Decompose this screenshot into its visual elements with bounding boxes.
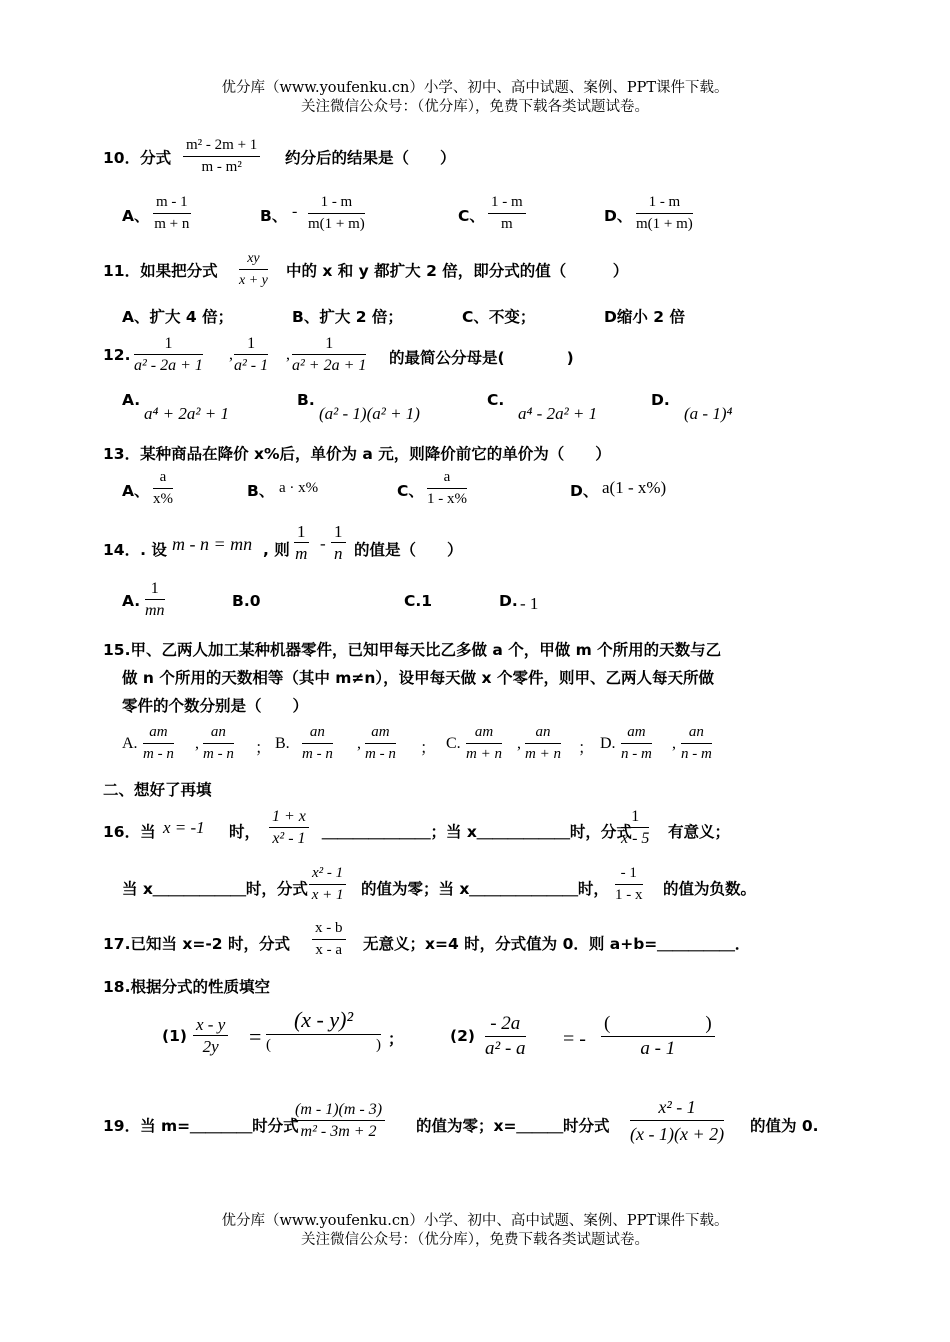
q13-option-d-value: a(1 - x%)	[602, 478, 667, 497]
q14-f1-num: 1	[294, 521, 309, 543]
q19-f2-num: x² - 1	[630, 1094, 724, 1121]
q15-b-comma: ,	[357, 735, 361, 752]
q15-c-comma: ,	[517, 735, 521, 752]
q10-option-b-fraction	[308, 192, 365, 235]
q16-f4-num: - 1	[615, 863, 643, 885]
q12-option-c-label: C.	[487, 391, 505, 409]
q13-option-a-label: A、	[122, 482, 150, 500]
q12-option-d-label: D.	[651, 391, 670, 409]
q16-fraction-2	[621, 806, 649, 849]
q12-number: 12.	[103, 346, 131, 364]
q16-f1-num: 1 + x	[269, 806, 309, 828]
q14-option-b: B.0	[232, 592, 261, 610]
q12-comma-1: ,	[229, 346, 233, 363]
q12-f1-den: a² - 2a + 1	[134, 357, 203, 374]
q15-d2-num: an	[681, 722, 712, 744]
q18-title: 18.根据分式的性质填空	[103, 978, 270, 996]
q14-a-den: mn	[145, 602, 165, 619]
q10-frac-den: m - m²	[201, 159, 242, 175]
q14-option-d-value: - 1	[520, 594, 539, 613]
q11-frac-den: x + y	[239, 273, 268, 288]
q19-fraction-2	[630, 1094, 724, 1147]
q15-option-a-label: A.	[122, 735, 138, 752]
q15-b-fraction-2	[365, 722, 396, 765]
q10-b-sign: -	[292, 203, 298, 220]
q14-f2-den: n	[334, 544, 343, 563]
q16-f2-num: 1	[621, 806, 649, 828]
q16-f3-num: x² - 1	[309, 863, 346, 885]
q18-f4-num: ( )	[601, 1012, 715, 1037]
q15-line-1: 15.甲、乙两人加工某种机器零件，已知甲每天比乙多做 a 个，甲做 m 个所用的天数与乙	[103, 641, 722, 659]
q13-a-den: x%	[153, 491, 173, 507]
q14-a-num: 1	[145, 578, 165, 600]
header-line-2: 关注微信公众号：（优分库），免费下载各类试题试卷。	[301, 99, 649, 115]
q18-label-1: (1)	[162, 1027, 187, 1045]
q15-b1-den: m - n	[302, 746, 333, 762]
q13-stem: 13．某种商品在降价 x%后，单价为 a 元，则降价前它的单价为（ ）	[103, 445, 611, 463]
q10-stem-b: 约分后的结果是（ ）	[285, 149, 456, 167]
q15-a-comma: ,	[195, 735, 199, 752]
q15-d-fraction-1	[621, 722, 652, 765]
q13-c-den: 1 - x%	[427, 491, 467, 507]
q10-option-c-label: C、	[458, 207, 485, 225]
q11-option-d: D缩小 2 倍	[604, 308, 685, 326]
q13-option-b-label: B、	[247, 482, 275, 500]
q12-stem-b: 的最简公分母是( )	[389, 349, 574, 367]
q15-c-fraction-1	[466, 722, 502, 765]
q13-option-a-fraction	[153, 467, 173, 510]
q18-f2-num: (x - y)²	[266, 1006, 381, 1035]
q15-c1-den: m + n	[466, 746, 502, 762]
q12-fraction-3	[292, 333, 366, 376]
q12-option-d-value: (a - 1)⁴	[684, 404, 733, 423]
q19-part-3: 的值为 0.	[750, 1117, 819, 1135]
q15-a-fraction-1	[143, 722, 174, 765]
q17-fraction	[312, 918, 346, 961]
q12-f3-den: a² + 2a + 1	[292, 357, 367, 374]
q10-option-a-label: A、	[122, 207, 150, 225]
q17-part-1: 17.已知当 x=-2 时，分式	[103, 935, 290, 953]
q13-option-c-fraction	[427, 467, 467, 510]
q15-line-3: 零件的个数分别是（ ）	[122, 697, 309, 715]
q11-option-c: C、不变；	[462, 308, 536, 326]
q15-c2-num: an	[525, 722, 561, 744]
q10-option-d-fraction	[636, 192, 693, 235]
q10-c-den: m	[501, 216, 513, 232]
q14-stem-c: 的值是（ ）	[354, 541, 463, 559]
q15-a1-num: am	[143, 722, 174, 744]
q12-f1-num: 1	[134, 333, 203, 355]
footer-line-1: 优分库（www.youfenku.cn）小学、初中、高中试题、案例、PPT课件下载。	[221, 1213, 729, 1229]
q16-part-5: 当 x＿＿＿＿＿＿时，分式	[122, 880, 308, 898]
q12-f2-num: 1	[234, 333, 268, 355]
q15-d2-den: n - m	[681, 746, 712, 762]
q16-f2-den: x - 5	[621, 830, 650, 847]
q15-c1-num: am	[466, 722, 502, 744]
header-line-1: 优分库（www.youfenku.cn）小学、初中、高中试题、案例、PPT课件下载。	[221, 80, 729, 96]
q14-option-c: C.1	[404, 592, 433, 610]
q12-f3-num: 1	[292, 333, 366, 355]
q16-part-2: 时，	[229, 823, 261, 841]
q10-d-num: 1 - m	[636, 192, 693, 214]
q10-option-a-fraction	[153, 192, 191, 235]
q13-a-num: a	[153, 467, 173, 489]
footer-line-2: 关注微信公众号：（优分库），免费下载各类试题试卷。	[301, 1232, 649, 1248]
q19-f1-den: m² - 3m + 2	[300, 1123, 377, 1140]
q12-fraction-1	[134, 333, 203, 376]
q18-f1-den: 2y	[202, 1037, 219, 1056]
q17-part-2: 无意义；x=4 时，分式值为 0．则 a+b=＿＿＿＿＿．	[363, 935, 751, 953]
q15-c-fraction-2	[525, 722, 561, 765]
q18-f2-den: ( )	[266, 1037, 381, 1053]
q11-option-a: A、扩大 4 倍；	[122, 308, 234, 326]
q14-option-d-label: D.	[499, 592, 518, 610]
q16-part-7: 的值为负数。	[663, 880, 757, 898]
q15-d-comma: ,	[672, 735, 676, 752]
q18-f1-num: x - y	[193, 1014, 228, 1036]
q10-c-num: 1 - m	[488, 192, 526, 214]
q12-option-b-label: B.	[297, 391, 315, 409]
q15-d1-num: am	[621, 722, 652, 744]
q15-d-fraction-2	[681, 722, 712, 765]
q18-fraction-2	[266, 1006, 381, 1056]
q15-option-d-label: D.	[600, 735, 616, 752]
q12-option-c-value: a⁴ - 2a² + 1	[518, 404, 598, 423]
q16-f3-den: x + 1	[311, 887, 344, 903]
q17-f-num: x - b	[312, 918, 346, 940]
q14-f1-den: m	[295, 544, 308, 563]
q18-f3-den: a² - a	[485, 1038, 526, 1059]
q11-fraction	[239, 248, 268, 291]
q13-option-c-label: C、	[397, 482, 424, 500]
q16-part-4: 有意义；	[668, 823, 731, 841]
q16-condition: x = -1	[163, 818, 205, 837]
q12-comma-2: ,	[286, 346, 290, 363]
q12-fraction-2	[234, 333, 268, 376]
q14-condition: m - n = mn	[172, 534, 253, 554]
q14-stem-a: 14．. 设	[103, 541, 167, 559]
q19-part-2: 的值为零；x=＿＿＿时分式	[416, 1117, 610, 1135]
q15-a1-den: m - n	[143, 746, 174, 762]
q18-equals-1: =	[249, 1024, 262, 1049]
q16-fraction-4	[615, 863, 643, 906]
q14-option-a-label: A.	[122, 592, 141, 610]
q10-option-b-label: B、	[260, 207, 288, 225]
q11-frac-num: xy	[239, 248, 268, 270]
q16-part-3: ＿＿＿＿＿＿＿；当 x＿＿＿＿＿＿时，分式	[322, 823, 632, 841]
q15-c2-den: m + n	[525, 746, 561, 762]
q10-option-d-label: D、	[604, 207, 633, 225]
q17-f-den: x - a	[315, 942, 343, 958]
q18-fraction-1	[193, 1014, 228, 1057]
q19-f1-num: (m - 1)(m - 3)	[292, 1099, 385, 1121]
q15-option-c-label: C.	[446, 735, 461, 752]
q13-option-d-label: D、	[570, 482, 599, 500]
q14-f2-num: 1	[331, 521, 346, 543]
q15-d1-den: n - m	[621, 746, 652, 762]
q15-line-2: 做 n 个所用的天数相等（其中 m≠n），设甲每天做 x 个零件，则甲、乙两人每天所做	[122, 669, 714, 687]
q13-option-b-value: a · x%	[279, 480, 319, 496]
q15-b-semicolon: ；	[420, 740, 437, 757]
q12-option-a-label: A.	[122, 391, 141, 409]
q10-fraction	[183, 135, 260, 178]
q15-b2-den: m - n	[365, 746, 396, 762]
q11-option-b: B、扩大 2 倍；	[292, 308, 403, 326]
q12-f2-den: a² - 1	[234, 357, 269, 374]
q10-b-num: 1 - m	[308, 192, 365, 214]
q16-fraction-1	[269, 806, 309, 849]
q14-stem-b: , 则	[263, 541, 290, 559]
q15-option-b-label: B.	[275, 735, 290, 752]
q16-fraction-3	[309, 863, 346, 906]
q18-f3-num: - 2a	[485, 1012, 526, 1037]
q14-fraction-1	[294, 521, 309, 564]
q19-part-1: 19．当 m=＿＿＿＿时分式	[103, 1117, 299, 1135]
q14-option-a-fraction	[145, 578, 165, 621]
q18-fraction-4	[601, 1012, 715, 1061]
section-2-title: 二、想好了再填	[103, 781, 212, 799]
q12-option-a-value: a⁴ + 2a² + 1	[144, 404, 229, 423]
q18-label-2: (2)	[450, 1027, 475, 1045]
q15-a-fraction-2	[203, 722, 234, 765]
q13-c-num: a	[427, 467, 467, 489]
q14-minus: -	[320, 534, 326, 553]
q11-stem-a: 11．如果把分式	[103, 262, 218, 280]
q18-fraction-3	[485, 1012, 526, 1061]
q19-fraction-1	[292, 1099, 385, 1142]
q15-b-fraction-1	[302, 722, 333, 765]
q18-semicolon: ；	[388, 1030, 404, 1048]
q18-f4-den: a - 1	[640, 1038, 676, 1059]
q18-equals-2: = -	[563, 1028, 586, 1050]
q15-c-semicolon: ；	[578, 740, 595, 757]
q15-b2-num: am	[365, 722, 396, 744]
q10-a-num: m - 1	[153, 192, 191, 214]
q10-stem-a: 10．分式	[103, 149, 172, 167]
q19-f2-den: (x - 1)(x + 2)	[630, 1124, 725, 1144]
q15-a2-den: m - n	[203, 746, 234, 762]
q10-b-den: m(1 + m)	[308, 216, 365, 232]
q12-option-b-value: (a² - 1)(a² + 1)	[319, 404, 420, 423]
q10-d-den: m(1 + m)	[636, 216, 693, 232]
q16-f1-den: x² - 1	[272, 830, 306, 847]
q10-frac-num: m² - 2m + 1	[183, 135, 260, 157]
q10-a-den: m + n	[154, 216, 190, 232]
q16-f4-den: 1 - x	[615, 887, 643, 903]
q16-part-1: 16．当	[103, 823, 156, 841]
q15-a2-num: an	[203, 722, 234, 744]
q16-part-6: 的值为零；当 x＿＿＿＿＿＿＿时，	[361, 880, 609, 898]
q11-stem-b: 中的 x 和 y 都扩大 2 倍，即分式的值（ ）	[286, 262, 629, 280]
q15-a-semicolon: ；	[255, 740, 272, 757]
q10-option-c-fraction	[488, 192, 526, 235]
q14-fraction-2	[331, 521, 346, 564]
q15-b1-num: an	[302, 722, 333, 744]
